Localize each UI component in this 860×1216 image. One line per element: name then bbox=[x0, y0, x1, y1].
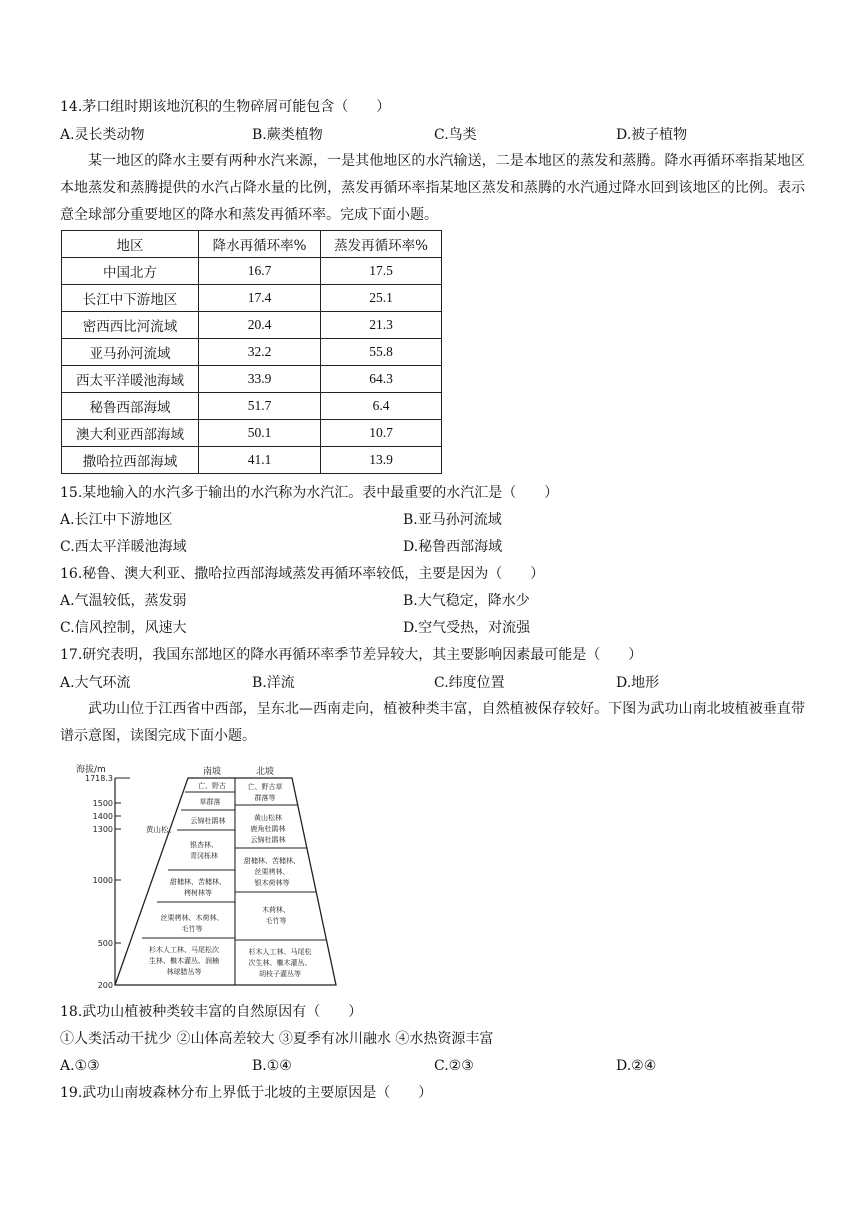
table-row bbox=[62, 339, 442, 366]
north-slope-label: 北坡 bbox=[255, 767, 275, 777]
tick-label: 200 bbox=[97, 981, 113, 990]
north-zone-2-line-3: 云锦杜鹃林 bbox=[250, 836, 286, 844]
table-cell-precip: 17.4 bbox=[199, 285, 321, 312]
south-zone-7-line-1: 杉木人工林、马尾松次 bbox=[149, 946, 219, 954]
q14-option-d[interactable]: D.被子植物 bbox=[616, 127, 688, 143]
table-cell-region: 澳大利亚西部海域 bbox=[62, 420, 199, 447]
q17-option-d[interactable]: D.地形 bbox=[616, 675, 660, 691]
north-zone-2-line-1: 黄山松林 bbox=[254, 814, 282, 822]
south-zone-6-line-1: 丝栗栲林、木荷林、 bbox=[160, 914, 224, 922]
passage-2: 武功山位于江西省中西部，呈东北—西南走向，植被种类丰富，自然植被保存较好。下图为武功山南北坡植被垂直带谱示意图，读图完成下面小题。 bbox=[60, 701, 805, 744]
table-cell-precip: 41.1 bbox=[199, 447, 321, 474]
q16-stem: 16.秘鲁、澳大利亚、撒哈拉西部海域蒸发再循环率较低，主要是因为（ ） bbox=[60, 566, 545, 582]
north-zone-5-line-2: 次生林、檵木灌丛、 bbox=[248, 959, 312, 967]
south-zone-7-line-2: 生林、檵木灌丛、润楠 bbox=[149, 957, 219, 965]
q16-option-d[interactable]: D.空气受热，对流强 bbox=[403, 620, 531, 636]
q18-option-d[interactable]: D.②④ bbox=[616, 1058, 657, 1074]
table-row bbox=[62, 258, 442, 285]
table-cell-precip: 32.2 bbox=[199, 339, 321, 366]
y-axis-label: 海拔/m bbox=[76, 765, 106, 775]
table-row bbox=[62, 420, 442, 447]
south-zone-4-line-2: 青冈栎林 bbox=[190, 852, 218, 860]
north-zone-4-line-2: 毛竹等 bbox=[265, 917, 287, 925]
tick-label: 1400 bbox=[92, 812, 113, 821]
north-zone-5-line-3: 胡枝子灌丛等 bbox=[259, 970, 301, 978]
q17-options bbox=[60, 673, 820, 693]
tick-label: 1718.3 bbox=[85, 774, 113, 783]
q16-options-row1 bbox=[60, 591, 820, 611]
south-zone-3-line-1: 云锦杜鹃林 bbox=[190, 817, 226, 825]
table-header-region: 地区 bbox=[62, 231, 199, 258]
q15-stem: 15.某地输入的水汽多于输出的水汽称为水汽汇。表中最重要的水汽汇是（ ） bbox=[60, 485, 559, 501]
tick-label: 500 bbox=[97, 939, 113, 948]
table-cell-evap: 25.1 bbox=[321, 285, 442, 312]
q18-option-b[interactable]: B.①④ bbox=[252, 1058, 292, 1074]
q18-option-c[interactable]: C.②③ bbox=[434, 1058, 474, 1074]
vegetation-zone-diagram bbox=[60, 760, 350, 990]
table-cell-evap: 10.7 bbox=[321, 420, 442, 447]
q18-choices: ①人类活动干扰少 ②山体高差较大 ③夏季有冰川融水 ④水热资源丰富 bbox=[60, 1031, 494, 1047]
table-row bbox=[62, 285, 442, 312]
tick-label: 1500 bbox=[92, 799, 113, 808]
table-header-row bbox=[62, 231, 442, 258]
north-zone-3-line-2: 丝栗栲林、 bbox=[254, 868, 290, 876]
q18-option-a[interactable]: A.①③ bbox=[60, 1058, 100, 1074]
table-header-precip-rate: 降水再循环率% bbox=[199, 231, 321, 258]
south-zone-5-line-1: 甜槠林、苦槠林、 bbox=[170, 878, 226, 886]
q15-options-row1 bbox=[60, 510, 820, 530]
tick-label: 1300 bbox=[92, 825, 113, 834]
table-cell-region: 秘鲁西部海域 bbox=[62, 393, 199, 420]
table-cell-region: 西太平洋暖池海域 bbox=[62, 366, 199, 393]
q17-option-c[interactable]: C.纬度位置 bbox=[434, 675, 505, 691]
table-cell-region: 亚马孙河流域 bbox=[62, 339, 199, 366]
q15-option-d[interactable]: D.秘鲁西部海域 bbox=[403, 539, 503, 555]
north-zone-2-line-2: 鹿角杜鹃林 bbox=[250, 825, 286, 833]
table-cell-precip: 20.4 bbox=[199, 312, 321, 339]
q15-option-b[interactable]: B.亚马孙河流域 bbox=[403, 512, 502, 528]
q14-option-b[interactable]: B.蕨类植物 bbox=[252, 127, 323, 143]
q15-option-c[interactable]: C.西太平洋暖池海域 bbox=[60, 539, 187, 555]
table-cell-evap: 21.3 bbox=[321, 312, 442, 339]
q17-option-a[interactable]: A.大气环流 bbox=[60, 675, 131, 691]
south-zone-6-line-2: 毛竹等 bbox=[181, 925, 203, 933]
south-zone-4-line-1: 银杏林、 bbox=[190, 841, 218, 849]
north-zone-5-line-1: 杉木人工林、马尾松 bbox=[248, 948, 312, 956]
q14-options bbox=[60, 125, 820, 145]
q15-option-a[interactable]: A.长江中下游地区 bbox=[60, 512, 173, 528]
south-zone-2-line-1: 草群落 bbox=[199, 798, 221, 806]
passage-1: 某一地区的降水主要有两种水汽来源，一是其他地区的水汽输送，二是本地区的蒸发和蒸腾。降水再循环率指某地区本地蒸发和蒸腾提供的水汽占降水量的比例，蒸发再循环率指某地区蒸发和蒸腾的水汽通过降水回到该地区的比例。表示意全球部分重要地区的降水和蒸发再循环率。完成下面小题。 bbox=[60, 153, 805, 223]
table-row bbox=[62, 312, 442, 339]
north-zone-1-line-1: 亡、野古草 bbox=[247, 783, 283, 791]
table-cell-region: 撒哈拉西部海域 bbox=[62, 447, 199, 474]
table-cell-precip: 16.7 bbox=[199, 258, 321, 285]
q15-options-row2 bbox=[60, 537, 820, 557]
table-row bbox=[62, 447, 442, 474]
table-row bbox=[62, 393, 442, 420]
north-zone-3-line-1: 甜槠林、苦槠林、 bbox=[244, 857, 300, 865]
tick-label: 1000 bbox=[92, 876, 113, 885]
north-zone-4-line-1: 木荷林、 bbox=[262, 906, 290, 914]
table-cell-region: 长江中下游地区 bbox=[62, 285, 199, 312]
table-cell-region: 密西西比河流域 bbox=[62, 312, 199, 339]
table-cell-evap: 13.9 bbox=[321, 447, 442, 474]
q17-option-b[interactable]: B.洋流 bbox=[252, 675, 295, 691]
q17-stem: 17.研究表明，我国东部地区的降水再循环率季节差异较大，其主要影响因素最可能是（ ） bbox=[60, 647, 643, 663]
q18-options bbox=[60, 1056, 820, 1076]
table-cell-evap: 6.4 bbox=[321, 393, 442, 420]
south-outside-label: 黄山松、 bbox=[146, 825, 176, 834]
q14-option-a[interactable]: A.灵长类动物 bbox=[60, 127, 145, 143]
south-zone-1-line-1: 亡、野古 bbox=[198, 782, 226, 790]
table-cell-precip: 51.7 bbox=[199, 393, 321, 420]
q16-option-c[interactable]: C.信风控制，风速大 bbox=[60, 620, 187, 636]
table-cell-evap: 17.5 bbox=[321, 258, 442, 285]
table-cell-evap: 64.3 bbox=[321, 366, 442, 393]
table-row bbox=[62, 366, 442, 393]
south-zone-7-line-3: 林球腊丛等 bbox=[166, 968, 202, 976]
recycling-rate-table bbox=[61, 230, 442, 474]
q19-stem: 19.武功山南坡森林分布上界低于北坡的主要原因是（ ） bbox=[60, 1085, 433, 1101]
north-zone-1-line-2: 群落等 bbox=[254, 794, 276, 802]
table-cell-precip: 50.1 bbox=[199, 420, 321, 447]
q16-options-row2 bbox=[60, 618, 820, 638]
q14-option-c[interactable]: C.鸟类 bbox=[434, 127, 477, 143]
south-zone-5-line-2: 栲树林等 bbox=[184, 889, 212, 897]
table-cell-region: 中国北方 bbox=[62, 258, 199, 285]
table-cell-precip: 33.9 bbox=[199, 366, 321, 393]
table-cell-evap: 55.8 bbox=[321, 339, 442, 366]
q18-stem: 18.武功山植被种类较丰富的自然原因有（ ） bbox=[60, 1004, 363, 1020]
south-slope-label: 南坡 bbox=[202, 767, 222, 777]
q16-option-b[interactable]: B.大气稳定，降水少 bbox=[403, 593, 530, 609]
q14-stem: 14.茅口组时期该地沉积的生物碎屑可能包含（ ） bbox=[60, 99, 391, 115]
q16-option-a[interactable]: A.气温较低，蒸发弱 bbox=[60, 593, 187, 609]
table-header-evap-rate: 蒸发再循环率% bbox=[321, 231, 442, 258]
north-zone-3-line-3: 银木荷林等 bbox=[254, 879, 290, 887]
